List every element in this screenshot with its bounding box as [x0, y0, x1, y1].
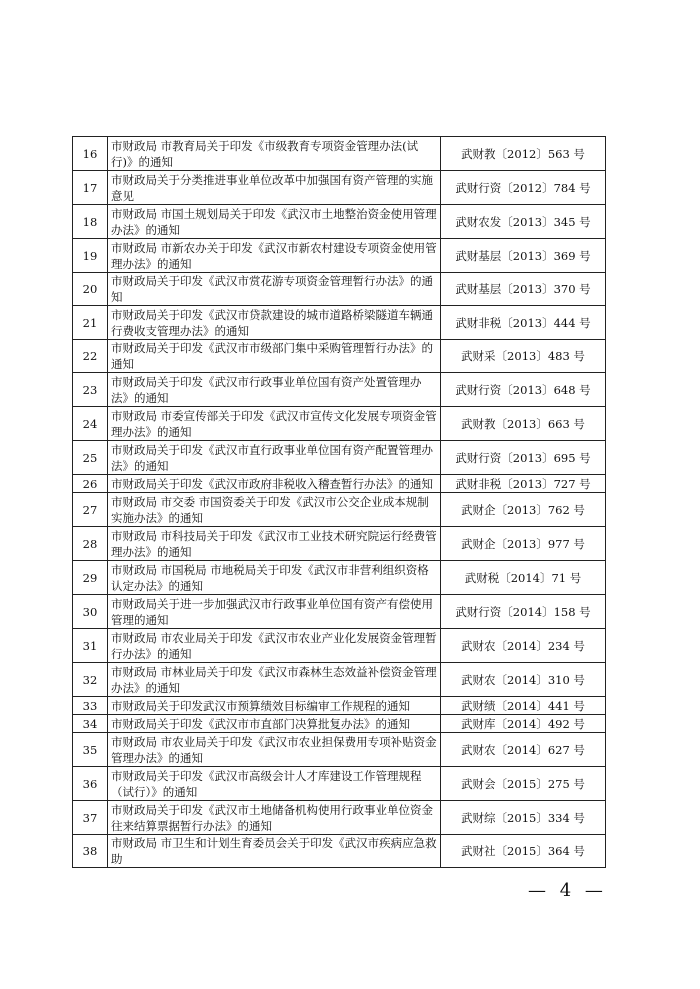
- document-code: 武财教〔2012〕563 号: [441, 137, 606, 171]
- document-code: 武财基层〔2013〕370 号: [441, 273, 606, 306]
- table-row: [73, 697, 606, 715]
- document-title: 市财政局 市农业局关于印发《武汉市农业担保费用专项补贴资金管理办法》的通知: [108, 733, 441, 767]
- table-row: [73, 835, 606, 868]
- document-code: 武财行资〔2013〕695 号: [441, 441, 606, 475]
- row-number: 26: [73, 475, 108, 493]
- row-number: 24: [73, 407, 108, 441]
- table-row: [73, 273, 606, 306]
- row-number: 31: [73, 629, 108, 663]
- table-row: [73, 801, 606, 835]
- row-number: 34: [73, 715, 108, 733]
- document-title: 市财政局 市林业局关于印发《武汉市森林生态效益补偿资金管理办法》的通知: [108, 663, 441, 697]
- document-code: 武财行资〔2012〕784 号: [441, 171, 606, 205]
- row-number: 22: [73, 340, 108, 373]
- document-table: [72, 136, 606, 868]
- table-row: [73, 629, 606, 663]
- document-code: 武财农〔2014〕627 号: [441, 733, 606, 767]
- row-number: 32: [73, 663, 108, 697]
- document-code: 武财企〔2013〕762 号: [441, 493, 606, 527]
- row-number: 30: [73, 595, 108, 629]
- document-code: 武财非税〔2013〕444 号: [441, 306, 606, 340]
- document-code: 武财教〔2013〕663 号: [441, 407, 606, 441]
- document-code: 武财采〔2013〕483 号: [441, 340, 606, 373]
- row-number: 37: [73, 801, 108, 835]
- table-row: [73, 493, 606, 527]
- row-number: 36: [73, 767, 108, 801]
- document-title: 市财政局 市教育局关于印发《市级教育专项资金管理办法(试行)》的通知: [108, 137, 441, 171]
- row-number: 28: [73, 527, 108, 561]
- document-title: 市财政局关于印发《武汉市政府非税收入稽查暂行办法》的通知: [108, 475, 441, 493]
- document-code: 武财农发〔2013〕345 号: [441, 205, 606, 239]
- document-title: 市财政局 市交委 市国资委关于印发《武汉市公交企业成本规制实施办法》的通知: [108, 493, 441, 527]
- document-title: 市财政局关于印发武汉市预算绩效目标编审工作规程的通知: [108, 697, 441, 715]
- table-row: [73, 373, 606, 407]
- document-code: 武财社〔2015〕364 号: [441, 835, 606, 868]
- table-row: [73, 306, 606, 340]
- document-code: 武财会〔2015〕275 号: [441, 767, 606, 801]
- row-number: 38: [73, 835, 108, 868]
- table-row: [73, 441, 606, 475]
- document-code: 武财企〔2013〕977 号: [441, 527, 606, 561]
- document-code: 武财综〔2015〕334 号: [441, 801, 606, 835]
- table-row: [73, 171, 606, 205]
- document-code: 武财基层〔2013〕369 号: [441, 239, 606, 273]
- row-number: 23: [73, 373, 108, 407]
- document-title: 市财政局关于印发《武汉市贷款建设的城市道路桥梁隧道车辆通行费收支管理办法》的通知: [108, 306, 441, 340]
- table-row: [73, 663, 606, 697]
- table-row: [73, 767, 606, 801]
- row-number: 18: [73, 205, 108, 239]
- document-code: 武财税〔2014〕71 号: [441, 561, 606, 595]
- document-title: 市财政局 市卫生和计划生育委员会关于印发《武汉市疾病应急救助: [108, 835, 441, 868]
- document-title: 市财政局关于印发《武汉市直行政事业单位国有资产配置管理办法》的通知: [108, 441, 441, 475]
- table-row: [73, 475, 606, 493]
- document-title: 市财政局关于印发《武汉市土地储备机构使用行政事业单位资金往来结算票据暂行办法》的通知: [108, 801, 441, 835]
- document-code: 武财绩〔2014〕441 号: [441, 697, 606, 715]
- table-row: [73, 137, 606, 171]
- table-row: [73, 733, 606, 767]
- row-number: 25: [73, 441, 108, 475]
- document-code: 武财农〔2014〕310 号: [441, 663, 606, 697]
- document-title: 市财政局关于印发《武汉市市级部门集中采购管理暂行办法》的通知: [108, 340, 441, 373]
- document-title: 市财政局 市农业局关于印发《武汉市农业产业化发展资金管理暂行办法》的通知: [108, 629, 441, 663]
- row-number: 20: [73, 273, 108, 306]
- table-row: [73, 340, 606, 373]
- document-title: 市财政局关于印发《武汉市赏花游专项资金管理暂行办法》的通知: [108, 273, 441, 306]
- table-row: [73, 205, 606, 239]
- document-title: 市财政局 市委宣传部关于印发《武汉市宣传文化发展专项资金管理办法》的通知: [108, 407, 441, 441]
- table-row: [73, 239, 606, 273]
- row-number: 19: [73, 239, 108, 273]
- document-title: 市财政局 市科技局关于印发《武汉市工业技术研究院运行经费管理办法》的通知: [108, 527, 441, 561]
- document-code: 武财行资〔2014〕158 号: [441, 595, 606, 629]
- row-number: 16: [73, 137, 108, 171]
- row-number: 29: [73, 561, 108, 595]
- table-row: [73, 407, 606, 441]
- table-row: [73, 715, 606, 733]
- document-title: 市财政局关于印发《武汉市高级会计人才库建设工作管理规程（试行）》的通知: [108, 767, 441, 801]
- row-number: 27: [73, 493, 108, 527]
- document-title: 市财政局关于印发《武汉市行政事业单位国有资产处置管理办法》的通知: [108, 373, 441, 407]
- document-title: 市财政局 市国税局 市地税局关于印发《武汉市非营利组织资格认定办法》的通知: [108, 561, 441, 595]
- row-number: 17: [73, 171, 108, 205]
- document-code: 武财行资〔2013〕648 号: [441, 373, 606, 407]
- document-title: 市财政局关于分类推进事业单位改革中加强国有资产管理的实施意见: [108, 171, 441, 205]
- row-number: 33: [73, 697, 108, 715]
- document-title: 市财政局关于进一步加强武汉市行政事业单位国有资产有偿使用管理的通知: [108, 595, 441, 629]
- document-code: 武财库〔2014〕492 号: [441, 715, 606, 733]
- row-number: 35: [73, 733, 108, 767]
- document-title: 市财政局关于印发《武汉市市直部门决算批复办法》的通知: [108, 715, 441, 733]
- document-code: 武财农〔2014〕234 号: [441, 629, 606, 663]
- document-code: 武财非税〔2013〕727 号: [441, 475, 606, 493]
- table-row: [73, 561, 606, 595]
- document-title: 市财政局 市新农办关于印发《武汉市新农村建设专项资金使用管理办法》的通知: [108, 239, 441, 273]
- row-number: 21: [73, 306, 108, 340]
- page-number: — 4 —: [528, 880, 607, 901]
- table-row: [73, 527, 606, 561]
- table-row: [73, 595, 606, 629]
- document-title: 市财政局 市国土规划局关于印发《武汉市土地整治资金使用管理办法》的通知: [108, 205, 441, 239]
